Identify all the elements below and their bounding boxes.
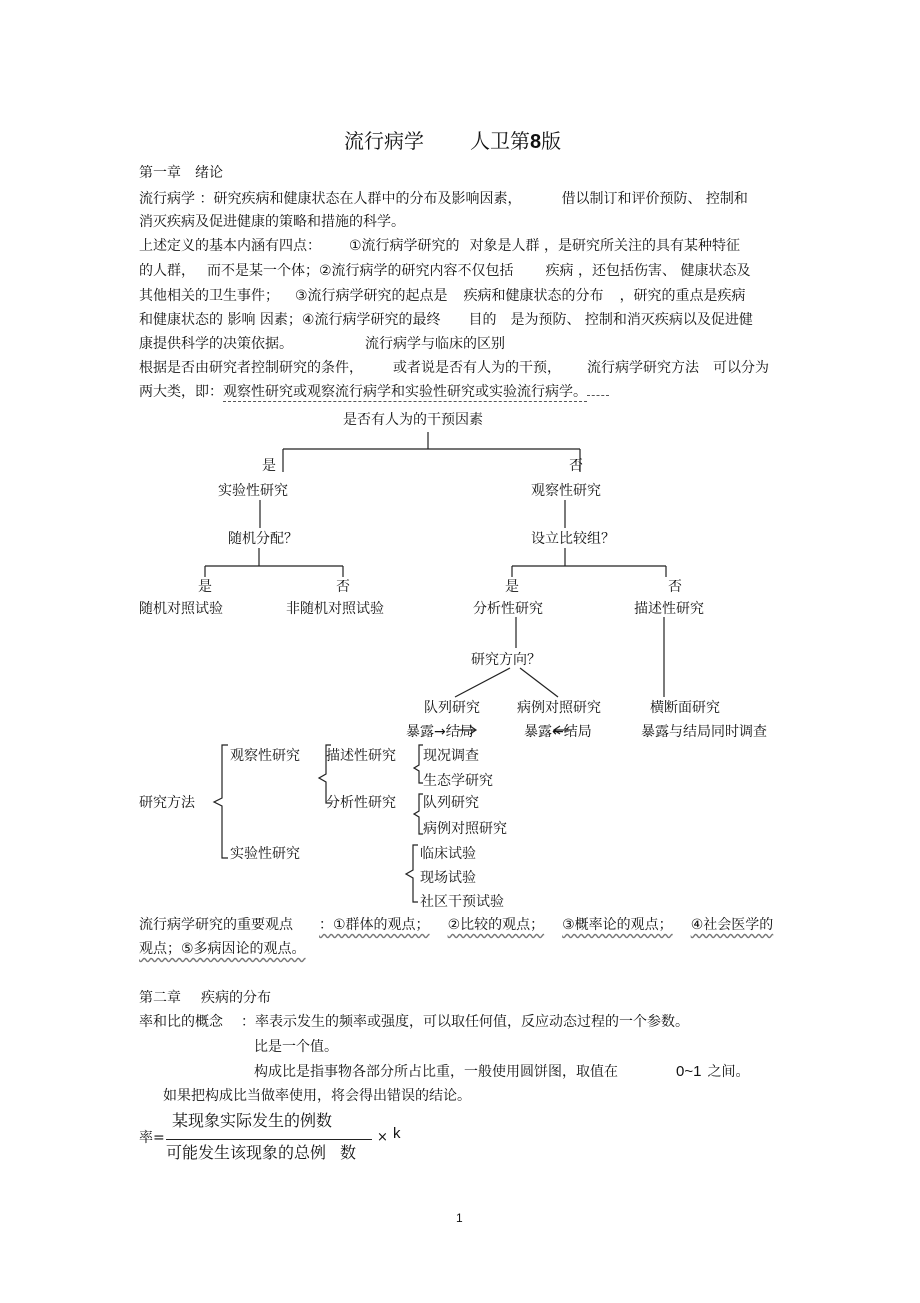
methods-community: 社区干预试验 <box>420 894 504 910</box>
tree-cross-section: 横断面研究 <box>650 700 720 716</box>
methods-case-control: 病例对照研究 <box>423 821 507 837</box>
methods-experimental: 实验性研究 <box>230 846 300 862</box>
definition-line-1: 流行病学 ：研究疾病和健康状态在人群中的分布及影响因素， 借以制订和评价预防、 控制和 <box>139 191 748 207</box>
tree-cc-direction: 暴露←结局 <box>524 724 592 740</box>
tree-cs-direction: 暴露与结局同时调查 <box>641 724 767 740</box>
paragraph1-line-1: 上述定义的基本内涵有四点： ①流行病学研究的 对象是人群 ，是研究所关注的具有某种特征 <box>139 238 741 254</box>
viewpoints-line-2: 观点；⑤多病因论的观点。 <box>139 941 306 957</box>
tree-rct: 随机对照试验 <box>139 601 223 617</box>
formula-lhs: 率= <box>139 1130 165 1146</box>
formula-k: k <box>393 1125 401 1142</box>
paragraph2-line-2: 两大类，即：观察性研究或观察流行病学和实验性研究或实验流行病学。 <box>139 382 609 402</box>
tree-no-3: 否 <box>668 579 682 595</box>
tree-no-2: 否 <box>336 579 350 595</box>
tree-observational: 观察性研究 <box>531 483 601 499</box>
title-edition-number: 8 <box>530 131 542 153</box>
methods-descriptive: 描述性研究 <box>326 748 396 764</box>
methods-observational: 观察性研究 <box>230 748 300 764</box>
formula-denominator: 可能发生该现象的总例 数 <box>166 1143 357 1162</box>
title-edition-prefix: 人卫第 <box>470 129 530 153</box>
tree-yes: 是 <box>262 458 276 474</box>
tree-yes-3: 是 <box>505 579 519 595</box>
tree-yes-2: 是 <box>198 579 212 595</box>
ratio-definition: 比是一个值。 <box>254 1039 338 1055</box>
paragraph1-line-5: 康提供科学的决策依据。 流行病学与临床的区别 <box>139 336 505 352</box>
tree-compare-question: 设立比较组？ <box>531 531 615 547</box>
proportion-definition: 构成比是指事物各部分所占比重，一般使用圆饼图，取值在 0~1 之间。 <box>254 1063 750 1080</box>
chapter2-heading: 第二章 疾病的分布 <box>139 990 271 1006</box>
title-edition-suffix: 版 <box>541 129 562 153</box>
tree-experimental: 实验性研究 <box>218 483 288 499</box>
tree-random-question: 随机分配？ <box>228 531 298 547</box>
tree-case-control: 病例对照研究 <box>517 700 601 716</box>
methods-analytic: 分析性研究 <box>326 795 396 811</box>
tree-analytic: 分析性研究 <box>473 601 543 617</box>
rate-definition: 率和比的概念 ：率表示发生的频率或强度，可以取任何值，反应动态过程的一个参数。 <box>139 1014 689 1030</box>
methods-survey: 现况调查 <box>423 748 479 764</box>
formula-fraction-bar <box>166 1139 372 1140</box>
methods-clinical: 临床试验 <box>420 846 476 862</box>
tree-direction-question: 研究方向？ <box>471 652 541 668</box>
title-main: 流行病学 <box>344 129 424 153</box>
warning-text: 如果把构成比当做率使用，将会得出错误的结论。 <box>163 1088 471 1104</box>
viewpoints-line-1: 流行病学研究的重要观点 ：①群体的观点； ②比较的观点； ③概率论的观点； ④社会医学的 <box>139 917 774 933</box>
methods-ecological: 生态学研究 <box>423 773 493 789</box>
tree-cohort-direction: 暴露→结局 <box>406 724 474 740</box>
tree-non-rct: 非随机对照试验 <box>286 601 384 617</box>
paragraph1-line-4: 和健康状态的 影响 因素；④流行病学研究的最终 目的 是为预防、 控制和消灭疾病以及促进健 <box>139 312 753 328</box>
methods-field: 现场试验 <box>420 870 476 886</box>
tree-no: 否 <box>569 458 583 474</box>
paragraph2-line-1: 根据是否由研究者控制研究的条件， 或者说是否有人为的干预， 流行病学研究方法 可以分为 <box>139 360 769 376</box>
methods-label: 研究方法 <box>139 795 195 811</box>
methods-cohort: 队列研究 <box>423 795 479 811</box>
formula-numerator: 某现象实际发生的例数 <box>172 1111 333 1130</box>
paragraph1-line-3: 其他相关的卫生事件； ③流行病学研究的起点是 疾病和健康状态的分布 ，研究的重点是疾病 <box>139 288 746 304</box>
definition-line-2: 消灭疾病及促进健康的策略和措施的科学。 <box>139 214 405 230</box>
paragraph1-line-2: 的人群， 而不是某一个体；②流行病学的研究内容不仅包括 疾病 ，还包括伤害、 健康状态及 <box>139 263 751 279</box>
tree-descriptive: 描述性研究 <box>634 601 704 617</box>
formula-times: × <box>377 1130 388 1145</box>
tree-root: 是否有人为的干预因素 <box>343 412 483 428</box>
study-types-underlined: 观察性研究或观察流行病学和实验性研究或实验流行病学。 <box>223 384 587 400</box>
page-number: 1 <box>456 1211 463 1225</box>
chapter1-heading: 第一章 绪论 <box>139 165 223 181</box>
tree-cohort: 队列研究 <box>424 700 480 716</box>
